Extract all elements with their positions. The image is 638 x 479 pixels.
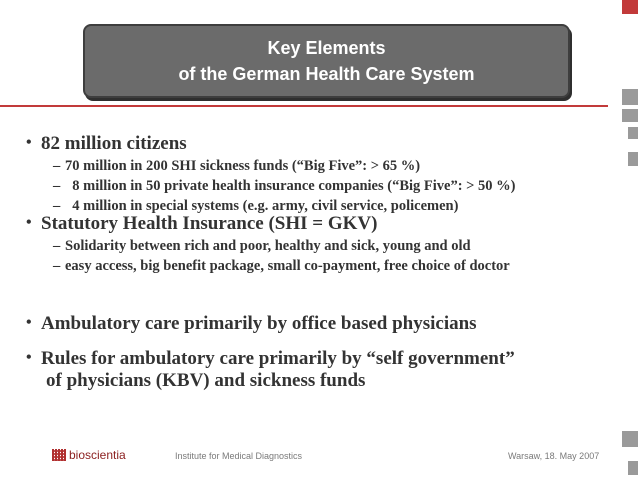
sub-bullet-text: 70 million in 200 SHI sickness funds (“Big Five”: > 65 %) (65, 158, 421, 174)
decor-square (622, 0, 638, 14)
bullet-item (26, 348, 515, 392)
dash-icon: – (53, 178, 61, 194)
sub-bullet (53, 258, 510, 275)
bioscientia-logo (52, 448, 126, 462)
decor-square (622, 89, 638, 105)
footer-institute: Institute for Medical Diagnostics (175, 451, 303, 461)
dash-icon: – (53, 258, 61, 274)
logo-text: bioscientia (69, 448, 126, 462)
decor-square (622, 431, 638, 447)
bullet-item (26, 133, 516, 215)
bullet-icon: • (26, 349, 32, 366)
bullet-icon: • (26, 214, 32, 231)
header-rule (0, 105, 608, 107)
bullet-icon: • (26, 134, 32, 151)
sub-bullet (53, 178, 516, 195)
footer-date: Warsaw, 18. May 2007 (508, 451, 600, 461)
decor-square (622, 109, 638, 122)
bullet-text: Ambulatory care primarily by office based physicians (41, 313, 477, 334)
slide-title-line1: Key Elements (267, 38, 386, 58)
slide-title-line2: of the German Health Care System (178, 64, 475, 84)
sub-bullet (53, 158, 516, 175)
dash-icon: – (53, 198, 61, 214)
dash-icon: – (53, 238, 61, 254)
decor-square (628, 127, 638, 139)
sub-bullet-text: Solidarity between rich and poor, healthy and sick, young and old (65, 238, 471, 254)
sub-bullet (53, 238, 510, 255)
slide-title-box (83, 24, 570, 98)
bullet-continuation: of physicians (KBV) and sickness funds (46, 370, 366, 391)
bullet-text: Rules for ambulatory care primarily by “self government” (41, 348, 515, 369)
bullet-item (26, 213, 510, 275)
decor-square (628, 152, 638, 166)
dash-icon: – (53, 158, 61, 174)
bullet-text: Statutory Health Insurance (SHI = GKV) (41, 213, 378, 234)
bullet-item (26, 313, 477, 335)
sub-bullet-text: 8 million in 50 private health insurance companies (“Big Five”: > 50 %) (65, 178, 516, 194)
sub-bullet-text: easy access, big benefit package, small co-payment, free choice of doctor (65, 258, 510, 274)
bullet-text: 82 million citizens (41, 133, 187, 154)
sub-bullet-text: 4 million in special systems (e.g. army, civil service, policemen) (65, 198, 459, 214)
decor-square (628, 461, 638, 475)
bullet-icon: • (26, 314, 32, 331)
logo-grid-icon (52, 449, 66, 461)
